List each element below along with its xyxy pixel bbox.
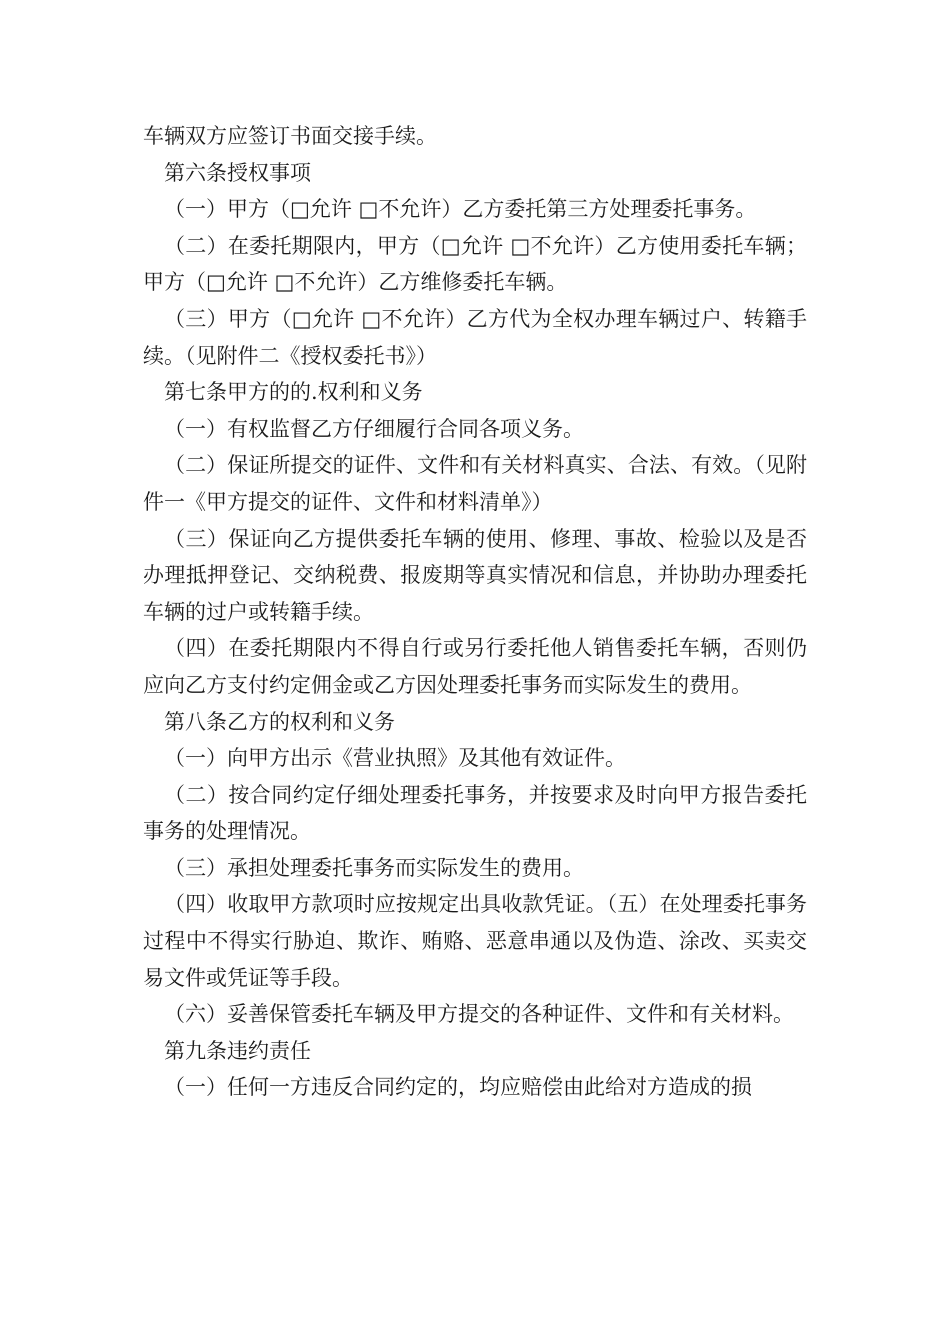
article-7-item-1: （一）有权监督乙方仔细履行合同各项义务。: [164, 416, 584, 441]
article-8-item-6: （六）妥善保管委托车辆及甲方提交的各种证件、文件和有关材料。: [164, 1002, 794, 1027]
article-6-item-1: （一）甲方（□允许 □不允许）乙方委托第三方处理委托事务。: [164, 197, 757, 222]
document-body: [143, 118, 807, 1106]
article-7-item-3: （三）保证向乙方提供委托车辆的使用、修理、事故、检验以及是否办理抵押登记、交纳税费、报废期等真实情况和信息，并协助办理委托车辆的过户或转籍手续。: [143, 526, 807, 624]
article-8-heading: 第八条乙方的权利和义务: [164, 709, 395, 734]
article-7-item-2: （二）保证所提交的证件、文件和有关材料真实、合法、有效。（见附件一《甲方提交的证件、文件和材料清单》）: [143, 453, 807, 514]
paragraph-continuation: 车辆双方应签订书面交接手续。: [143, 124, 437, 148]
article-6-heading: 第六条授权事项: [164, 160, 311, 185]
article-9-item-1: （一）任何一方违反合同约定的，均应赔偿由此给对方造成的损: [164, 1075, 752, 1100]
article-6-item-2: （二）在委托期限内，甲方（□允许 □不允许）乙方使用委托车辆；甲方（□允许 □不允许）乙方维修委托车辆。: [143, 233, 807, 295]
article-7-heading: 第七条甲方的的.权利和义务: [164, 380, 423, 405]
article-8-item-1: （一）向甲方出示《营业执照》及其他有效证件。: [164, 746, 626, 771]
article-7-item-4: （四）在委托期限内不得自行或另行委托他人销售委托车辆，否则仍应向乙方支付约定佣金或乙方因处理委托事务而实际发生的费用。: [143, 636, 807, 697]
article-8-item-2: （二）按合同约定仔细处理委托事务，并按要求及时向甲方报告委托事务的处理情况。: [143, 782, 807, 844]
article-6-item-3: （三）甲方（□允许 □不允许）乙方代为全权办理车辆过户、转籍手续。（见附件二《授权委托书》）: [143, 306, 807, 368]
article-8-item-4-5: （四）收取甲方款项时应按规定出具收款凭证。（五）在处理委托事务过程中不得实行胁迫、欺诈、贿赂、恶意串通以及伪造、涂改、买卖交易文件或凭证等手段。: [143, 892, 807, 990]
article-8-item-3: （三）承担处理委托事务而实际发生的费用。: [164, 855, 584, 880]
article-9-heading: 第九条违约责任: [164, 1038, 311, 1063]
